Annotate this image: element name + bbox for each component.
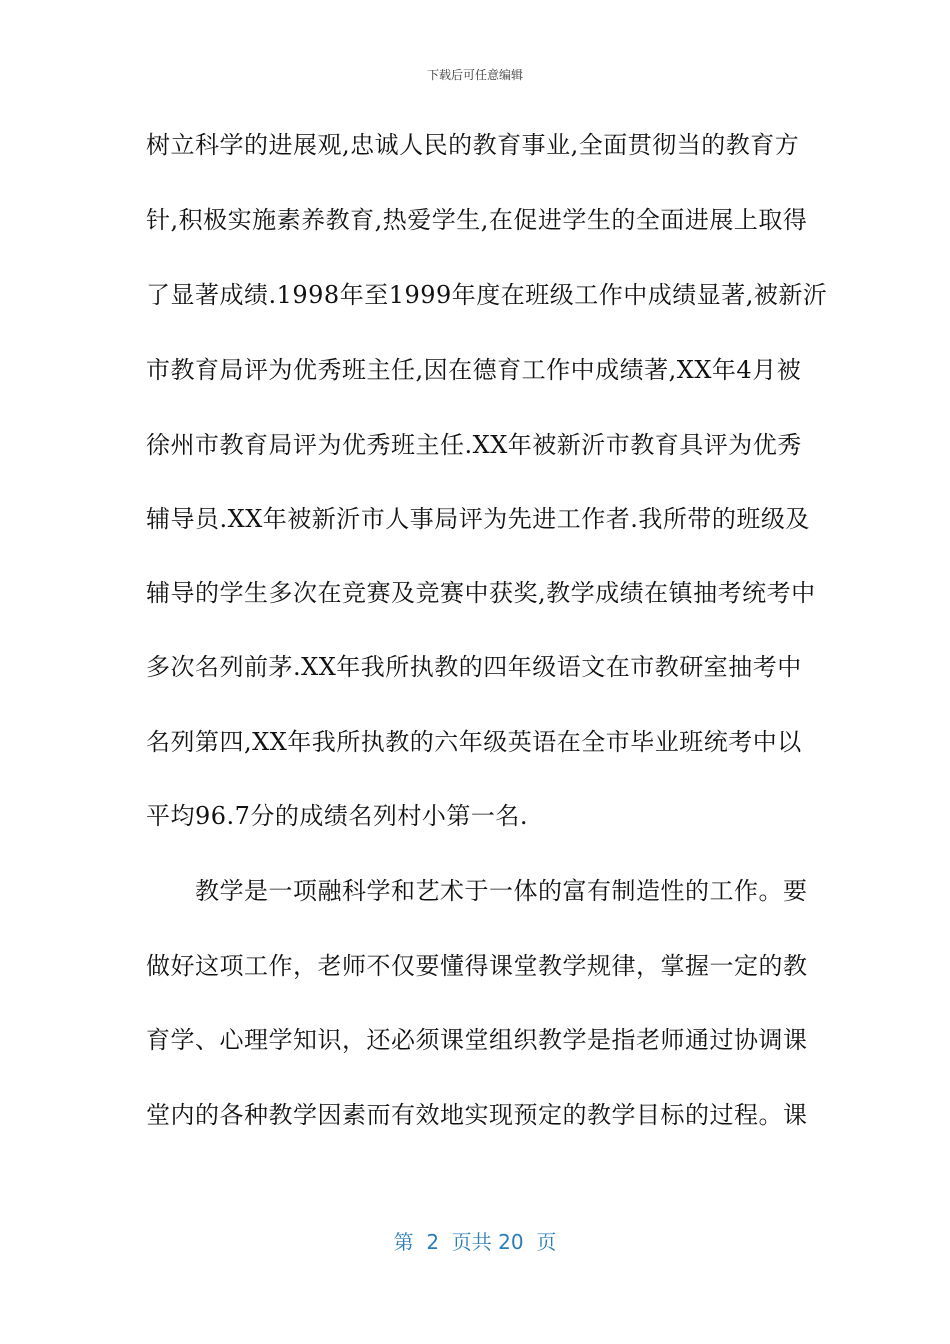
text-line: 辅导的学生多次在竞赛及竞赛中获奖,教学成绩在镇抽考统考中: [146, 579, 816, 607]
text-line: 树立科学的进展观,忠诚人民的教育事业,全面贯彻当的教育方: [146, 131, 800, 159]
text-line: 做好这项工作，老师不仅要懂得课堂教学规律，掌握一定的教: [146, 952, 808, 980]
text-line: 辅导员.XX年被新沂市人事局评为先进工作者.我所带的班级及: [146, 505, 810, 533]
text-line: 徐州市教育局评为优秀班主任.XX年被新沂市教育具评为优秀: [146, 431, 802, 459]
text-line: 多次名列前茅.XX年我所执教的四年级语文在市教研室抽考中: [146, 653, 802, 681]
text-line: 了显著成绩.1998年至1999年度在班级工作中成绩显著,被新沂: [146, 281, 828, 309]
text-line: 育学、心理学知识，还必须课堂组织教学是指老师通过协调课: [146, 1026, 808, 1054]
text-line: 市教育局评为优秀班主任,因在德育工作中成绩著,XX年4月被: [146, 356, 802, 384]
text-line: 平均96.7分的成绩名列村小第一名.: [146, 802, 529, 830]
text-line: 名列第四,XX年我所执教的六年级英语在全市毕业班统考中以: [146, 728, 802, 756]
page-number-footer: 第 2 页共 20 页: [393, 1230, 557, 1254]
page-header: 下载后可任意编辑: [426, 68, 523, 82]
text-line: 教学是一项融科学和艺术于一体的富有制造性的工作。要: [146, 877, 808, 905]
text-line: 针,积极实施素养教育,热爱学生,在促进学生的全面进展上取得: [146, 206, 808, 234]
text-line: 堂内的各种教学因素而有效地实现预定的教学目标的过程。课: [146, 1101, 808, 1129]
